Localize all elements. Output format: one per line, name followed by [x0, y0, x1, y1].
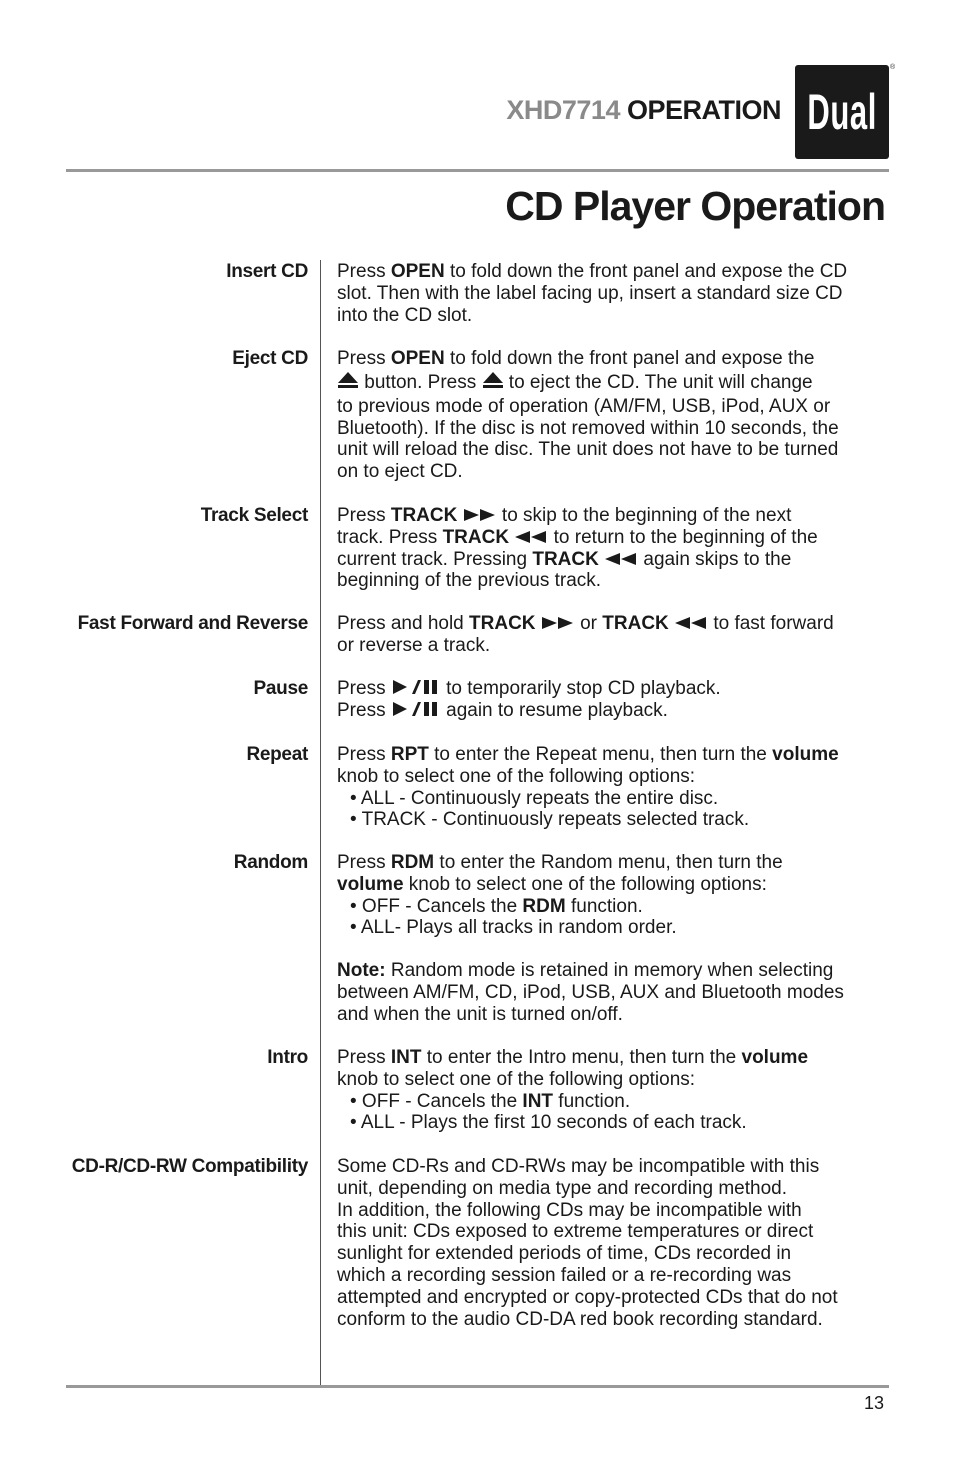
- label-intro: Intro: [267, 1047, 308, 1068]
- column-divider: [320, 260, 321, 1386]
- section-name: OPERATION: [626, 95, 781, 125]
- label-eject-cd: Eject CD: [232, 348, 308, 369]
- random-note: Note: Random mode is retained in memory when selecting between AM/FM, CD, iPod, USB, AUX and Bluetooth modes and when the unit is turned on/off.: [337, 960, 844, 1025]
- next-track-icon: [463, 508, 497, 522]
- label-cdr-compatibility: CD-R/CD-RW Compatibility: [71, 1156, 308, 1177]
- brand-logo: [795, 65, 889, 159]
- next-track-icon: [541, 616, 575, 630]
- play-pause-icon: [391, 701, 441, 717]
- label-random: Random: [233, 852, 308, 873]
- registered-mark: ®: [890, 64, 896, 71]
- body-insert-cd: Press OPEN to fold down the front panel and expose the CD slot. Then with the label facing up, insert a standard size CD into the CD slot.: [337, 261, 848, 326]
- top-divider: [66, 169, 889, 172]
- label-insert-cd: Insert CD: [226, 261, 308, 282]
- body-pause: Press to temporarily stop CD playback. Press again to resume playback.: [337, 678, 721, 721]
- brand-logo-text: Dual: [807, 84, 877, 140]
- page-title: CD Player Operation: [505, 183, 885, 229]
- label-pause: Pause: [253, 678, 308, 699]
- previous-track-icon: [674, 616, 708, 630]
- label-repeat: Repeat: [246, 744, 308, 765]
- body-fast-forward-reverse: Press and hold TRACK or TRACK to fast forward or reverse a track.: [337, 613, 834, 656]
- body-repeat: Press RPT to enter the Repeat menu, then turn the volume knob to select one of the following options: • ALL - Continuously repeats the entire disc. • TRACK - Continuously repeats selected track.: [337, 744, 839, 831]
- body-track-select: Press TRACK to skip to the beginning of the next track. Press TRACK to return to the beginning of the current track. Pressing TRACK again skips to the beginning of the previous track.: [337, 505, 818, 592]
- body-eject-cd: Press OPEN to fold down the front panel and expose the button. Press to eject the CD. The unit will change to previous mode of operation (AM/FM, USB, iPod, AUX or Bluetooth). If the disc is not removed within 10 seconds, the unit will reload the disc. The unit does not have to be turned on to eject CD.: [337, 348, 839, 483]
- eject-icon: [337, 371, 359, 389]
- body-intro: Press INT to enter the Intro menu, then turn the volume knob to select one of the following options: • OFF - Cancels the INT function. • ALL - Plays the first 10 seconds of each track.: [337, 1047, 809, 1134]
- play-pause-icon: [391, 679, 441, 695]
- page-number: 13: [863, 1393, 884, 1413]
- eject-icon: [482, 371, 504, 389]
- model-number: XHD7714: [506, 95, 620, 125]
- previous-track-icon: [514, 530, 548, 544]
- label-track-select: Track Select: [200, 505, 308, 526]
- body-random: Press RDM to enter the Random menu, then turn the volume knob to select one of the following options: • OFF - Cancels the RDM function. • ALL- Plays all tracks in random order.: [337, 852, 783, 939]
- section-header: [67, 95, 781, 126]
- bottom-divider: [66, 1385, 889, 1388]
- label-fast-forward-reverse: Fast Forward and Reverse: [77, 613, 308, 634]
- previous-track-icon: [604, 552, 638, 566]
- body-cdr-compatibility: Some CD-Rs and CD-RWs may be incompatible with this unit, depending on media type and recording method. In addition, the following CDs may be incompatible with this unit: CDs exposed to extreme temperatures or direct sunlight for extended periods of time, CDs recorded in which a recording session failed or a re-recording was attempted and encrypted or copy-protected CDs that do not conform to the audio CD-DA red book recording standard.: [337, 1156, 838, 1330]
